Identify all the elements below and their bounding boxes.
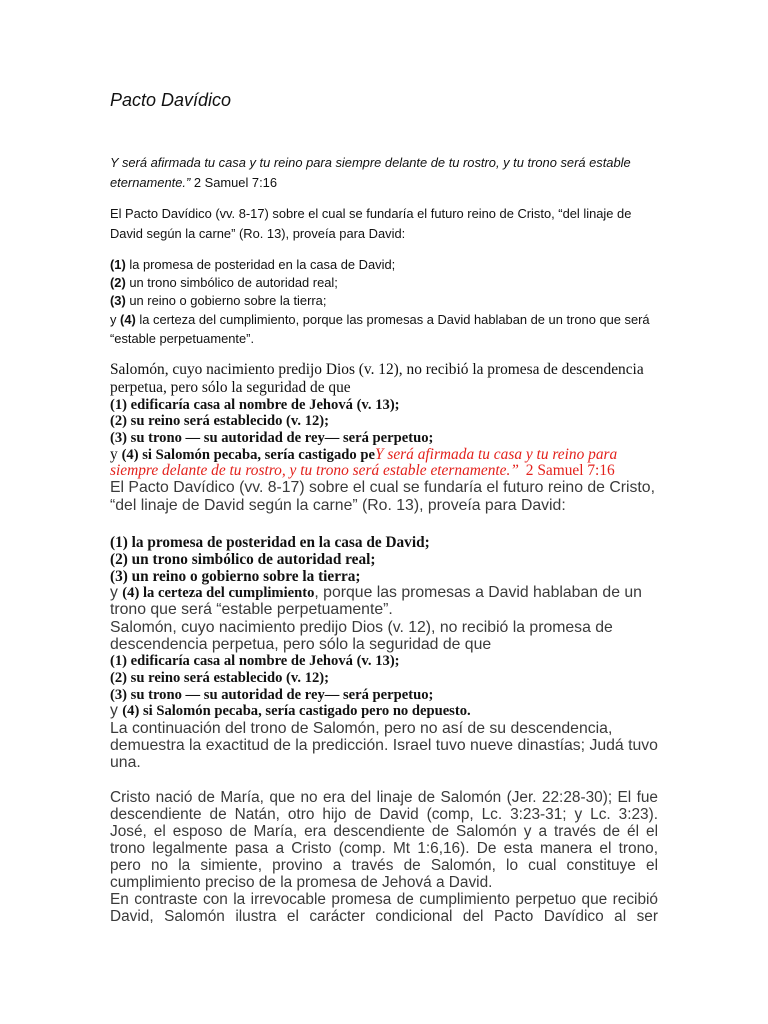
conjunction: y [110, 312, 117, 327]
provision-item [110, 256, 395, 274]
epigraph-text: eternamente.” [110, 175, 191, 190]
item-number: (2) [110, 275, 126, 290]
provision-item [110, 311, 650, 329]
epigraph-line [110, 174, 277, 192]
solomon-item-text: (4) si Salomón pecaba, sería castigado pero no depuesto. [122, 703, 471, 719]
solomon-item [110, 701, 471, 721]
contrast-paragraph-line: En contraste con la irrevocable promesa de cumplimiento perpetuo que recibió [110, 891, 658, 908]
solomon-item-text: (1) edificaría casa al nombre de Jehová (v. 13); [110, 653, 400, 669]
christ-paragraph-line: trono legalmente pasa a Cristo (comp. Mt 1:6,16). De esta manera el trono, [110, 840, 658, 857]
repeated-provision-item: (2) un trono simbólico de autoridad real; [110, 551, 376, 568]
provision-item [110, 274, 338, 292]
item-text: , porque las promesas a David hablaban de un [314, 584, 642, 601]
provision-continuation: trono que será “estable perpetuamente”. [110, 601, 393, 618]
conjunction: y [110, 702, 118, 719]
christ-paragraph-line: cumplimiento preciso de la promesa de Jehová a David. [110, 874, 493, 891]
solomon-item-text: (2) su reino será establecido (v. 12); [110, 670, 330, 686]
christ-paragraph-line: descendiente de Natán, otro hijo de David (comp, Lc. 3:23-31; y Lc. 3:23). [110, 806, 658, 823]
solomon-paragraph-line: Salomón, cuyo nacimiento predijo Dios (v. 12), no recibió la promesa de descendencia [110, 361, 644, 378]
item-bold-text: (4) la certeza del cumplimiento [122, 585, 315, 601]
scripture-reference: 2 Samuel 7:16 [525, 462, 615, 479]
document-title: Pacto Davídico [110, 90, 232, 110]
scripture-reference: 2 Samuel 7:16 [193, 175, 277, 190]
christ-paragraph-line: Cristo nació de María, que no era del linaje de Salomón (Jer. 22:28-30); El fue [110, 789, 658, 806]
conclusion-line: una. [110, 754, 141, 771]
inserted-quote-text: siempre delante de tu rostro, y tu trono será estable eternamente.” [110, 462, 519, 479]
solomon-item-text: (1) edificaría casa al nombre de Jehová (v. 13); [110, 397, 400, 413]
conjunction: y [110, 446, 118, 463]
solomon-paragraph-line: perpetua, pero sólo la seguridad de que [110, 379, 351, 396]
solomon-item-text: (4) si Salomón pecaba, sería castigado pe [121, 447, 375, 463]
christ-paragraph-line: José, el esposo de María, era descendiente de Salomón y a través de él el [110, 823, 658, 840]
provision-item [110, 292, 326, 310]
item-number: (4) [120, 312, 136, 327]
inserted-quote-text: Y será afirmada tu casa y tu reino para [374, 446, 618, 463]
item-text: la promesa de posteridad en la casa de David; [129, 257, 396, 272]
repeated-intro-line: “del linaje de David según la carne” (Ro. 13), proveía para David: [110, 497, 566, 514]
provision-continuation: “estable perpetuamente”. [110, 331, 255, 346]
repeated-provision-item: (3) un reino o gobierno sobre la tierra; [110, 568, 361, 585]
item-number: (1) [110, 257, 126, 272]
item-text: la certeza del cumplimiento, porque las promesas a David hablaban de un trono que será [139, 312, 650, 327]
conclusion-line: demuestra la exactitud de la predicción. Israel tuvo nueve dinastías; Judá tuvo [110, 737, 658, 754]
conclusion-line: La continuación del trono de Salomón, pero no así de su descendencia, [110, 720, 613, 737]
solomon-paragraph-line: descendencia perpetua, pero sólo la seguridad de que [110, 636, 492, 653]
solomon-item-text: (2) su reino será establecido (v. 12); [110, 413, 330, 429]
solomon-item-text: (3) su trono — su autoridad de rey— será perpetuo; [110, 687, 434, 703]
intro-line: El Pacto Davídico (vv. 8-17) sobre el cual se fundaría el futuro reino de Cristo, “del linaje de [110, 206, 632, 221]
conjunction: y [110, 584, 118, 601]
intro-line: David según la carne” (Ro. 13), proveía para David: [110, 226, 406, 241]
item-text: un reino o gobierno sobre la tierra; [129, 293, 327, 308]
item-text: un trono simbólico de autoridad real; [129, 275, 338, 290]
repeated-intro-line: El Pacto Davídico (vv. 8-17) sobre el cual se fundaría el futuro reino de Cristo, [110, 479, 655, 496]
epigraph-line: Y será afirmada tu casa y tu reino para siempre delante de tu rostro, y tu trono será estable [110, 155, 631, 170]
solomon-paragraph-line: Salomón, cuyo nacimiento predijo Dios (v. 12), no recibió la promesa de [110, 619, 613, 636]
repeated-provision-item: (1) la promesa de posteridad en la casa de David; [110, 534, 430, 551]
item-number: (3) [110, 293, 126, 308]
christ-paragraph-line: pero no la simiente, provino a través de Salomón, lo cual constituye el [110, 857, 658, 874]
solomon-item-text: (3) su trono — su autoridad de rey— será perpetuo; [110, 430, 434, 446]
contrast-paragraph-line: David, Salomón ilustra el carácter condicional del Pacto Davídico al ser [110, 908, 658, 925]
